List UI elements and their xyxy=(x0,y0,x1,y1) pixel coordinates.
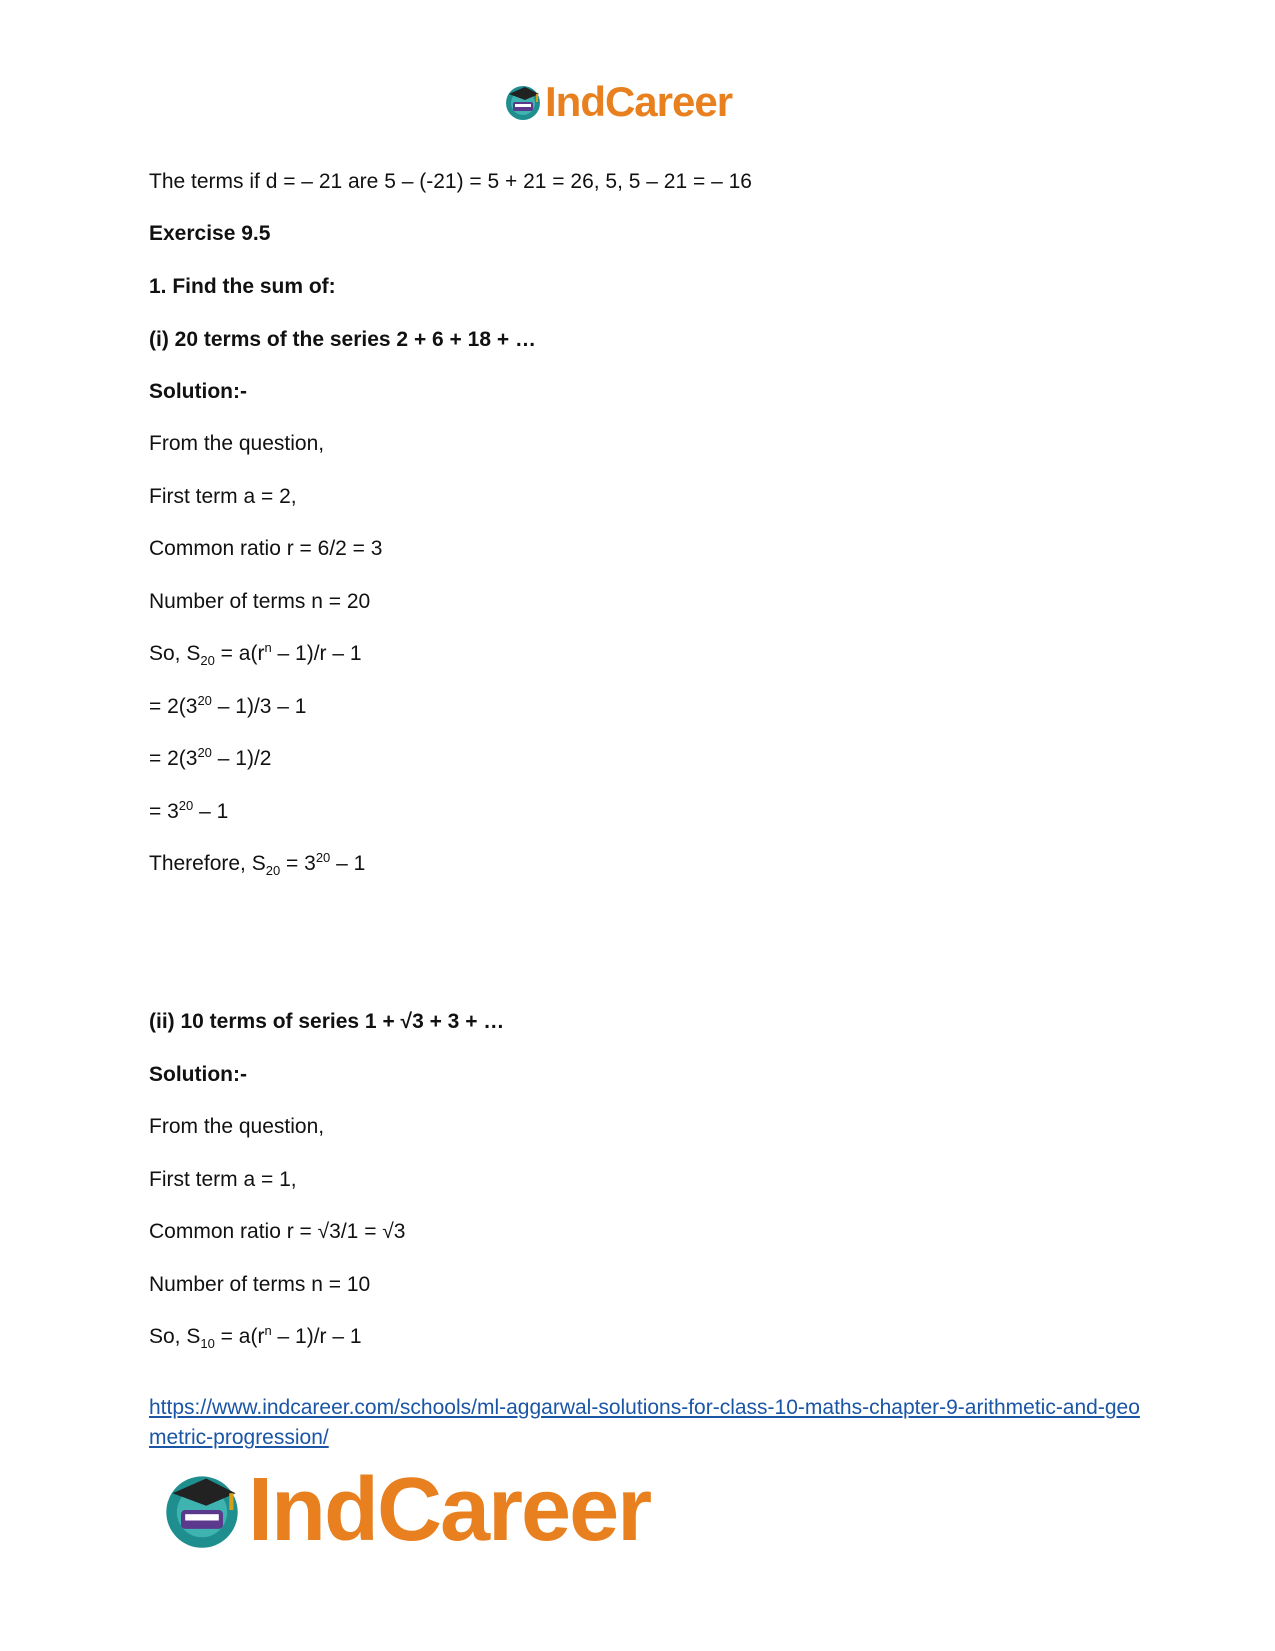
header-logo-text: IndCareer xyxy=(545,78,733,125)
part-ii-common-ratio: Common ratio r = √3/1 = √3 xyxy=(149,1220,406,1243)
graduation-globe-icon xyxy=(160,1468,244,1552)
exercise-title: Exercise 9.5 xyxy=(149,222,271,245)
part-i-solution-label: Solution:- xyxy=(149,380,247,403)
part-i-num-terms: Number of terms n = 20 xyxy=(149,590,371,613)
part-ii-question: (ii) 10 terms of series 1 + √3 + 3 + … xyxy=(149,1010,505,1033)
part-i-sum-formula: So, $S_{20} = a(r^n - 1)/r - 1$ xyxy=(149,640,362,668)
intro-text: The terms if d = – 21 are 5 – (-21) = 5 + 21 = 26, 5, 5 – 21 = – 16 xyxy=(149,170,752,193)
source-link[interactable]: https://www.indcareer.com/schools/ml-aggarwal-solutions-for-class-10-maths-chapter-9-arithmetic-and-geometric-progression/ xyxy=(149,1396,1140,1449)
graduation-globe-icon xyxy=(503,82,543,122)
part-i-step-1: = $2(3^{20} - 1)/3 - 1$ xyxy=(149,693,307,718)
question-heading: 1. Find the sum of: xyxy=(149,275,336,298)
part-ii-from-question: From the question, xyxy=(149,1115,325,1138)
part-ii-solution-label: Solution:- xyxy=(149,1063,247,1086)
part-ii-sum-formula: So, $S_{10} = a(r^n - 1)/r - 1$ xyxy=(149,1323,362,1351)
part-i-therefore: Therefore, $S_{20} = 3^{20} - 1$ xyxy=(149,850,366,878)
part-i-step-3: = $3^{20} - 1$ xyxy=(149,798,229,823)
part-ii-num-terms: Number of terms n = 10 xyxy=(149,1273,371,1296)
part-i-common-ratio: Common ratio r = 6/2 = 3 xyxy=(149,537,383,560)
footer-logo-text: IndCareer xyxy=(248,1460,651,1560)
part-i-first-term: First term a = 2, xyxy=(149,485,297,508)
part-i-from-question: From the question, xyxy=(149,432,325,455)
part-ii-first-term: First term a = 1, xyxy=(149,1168,297,1191)
footer-logo xyxy=(160,1460,650,1560)
part-i-step-2: = $2(3^{20} - 1)/2$ xyxy=(149,745,272,770)
header-logo xyxy=(503,78,732,126)
part-i-question: (i) 20 terms of the series 2 + 6 + 18 + … xyxy=(149,328,536,351)
